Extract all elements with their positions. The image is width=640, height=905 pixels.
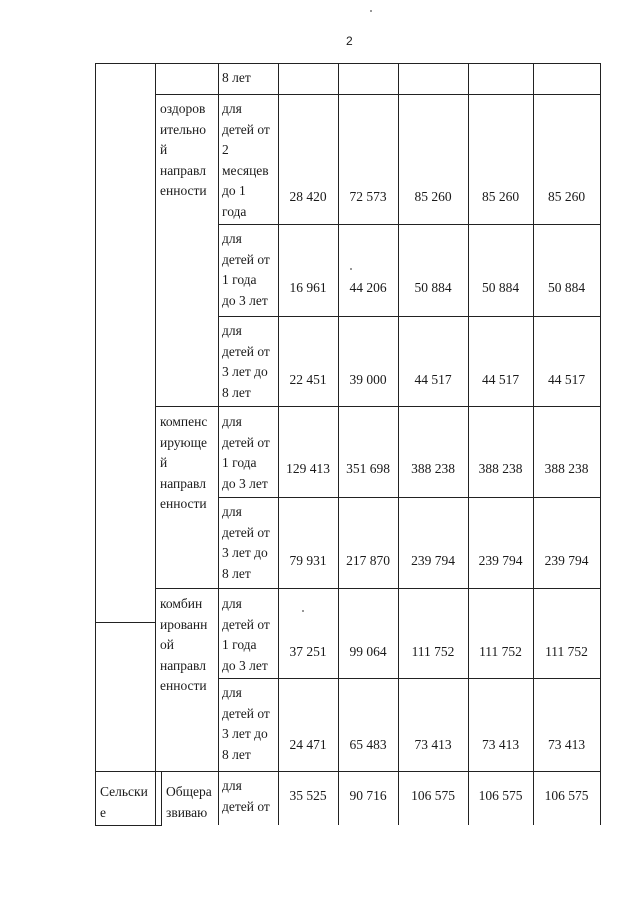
scan-speck [370, 10, 372, 12]
value-cell: 28 420 [289, 189, 327, 204]
value-cell: 72 573 [349, 189, 387, 204]
value-cell: 24 471 [289, 737, 327, 752]
value-cell: 111 752 [479, 644, 522, 659]
value-cell: 50 884 [547, 280, 586, 295]
value-cell: 50 884 [481, 280, 520, 295]
value-cell: 22 451 [289, 372, 327, 387]
value-cell: 239 794 [544, 553, 589, 568]
value-cell: 388 238 [544, 461, 589, 476]
value-cell: 217 870 [346, 553, 390, 568]
value-cell: 99 064 [349, 644, 387, 659]
value-cell: 106 575 [411, 788, 455, 803]
value-cell: 106 575 [478, 788, 523, 803]
value-cell: 239 794 [478, 553, 523, 568]
value-cell: 37 251 [289, 644, 327, 659]
age-cell: для детей от 3 лет до 8 лет [222, 504, 270, 581]
value-cell: 50 884 [414, 280, 452, 295]
value-cell: 73 413 [481, 737, 520, 752]
value-cell: 44 517 [547, 372, 586, 387]
value-cell: 85 260 [414, 189, 452, 204]
value-cell: 388 238 [478, 461, 523, 476]
value-cell: 73 413 [547, 737, 586, 752]
value-cell: 65 483 [349, 737, 387, 752]
value-cell: 44 517 [481, 372, 520, 387]
value-cell: 44 206 [349, 280, 387, 295]
value-cell: 106 575 [544, 788, 589, 803]
age-cell: для детей от 1 года до 3 лет [222, 414, 270, 491]
value-cell: 44 517 [414, 372, 452, 387]
orientation-compensating: компенс ирующе й направл енности [160, 414, 208, 511]
value-cell: 35 525 [289, 788, 327, 803]
value-cell: 388 238 [411, 461, 455, 476]
value-cell: 129 413 [286, 461, 330, 476]
value-cell: 239 794 [411, 553, 455, 568]
value-cell: 85 260 [481, 189, 520, 204]
age-cell: для детей от 1 года до 3 лет [222, 596, 270, 673]
value-cell: 79 931 [289, 553, 327, 568]
scan-speck [302, 610, 304, 612]
age-cell: для детей от 3 лет до 8 лет [222, 323, 270, 400]
page-number: 2 [346, 34, 353, 48]
value-cell: 111 752 [411, 644, 455, 659]
value-cell: 85 260 [547, 189, 586, 204]
scan-speck [350, 268, 352, 270]
age-cell: для детей от 2 месяцев до 1 года [222, 101, 270, 219]
orientation-combined: комбин ированн ой направл енности [160, 596, 208, 693]
orientation-general: Общера звиваю [166, 784, 212, 820]
orientation-health-improving: оздоров ительно й направл енности [160, 101, 207, 198]
region-cell-rural: Сельски е [100, 784, 148, 820]
age-cell: 8 лет [222, 70, 251, 85]
value-cell: 16 961 [289, 280, 327, 295]
value-cell: 351 698 [346, 461, 390, 476]
value-cell: 90 716 [349, 788, 387, 803]
age-cell: для детей от 1 года до 3 лет [222, 231, 270, 308]
value-cell: 111 752 [545, 644, 588, 659]
age-cell: для детей от [222, 778, 270, 814]
value-cell: 73 413 [414, 737, 452, 752]
age-cell: для детей от 3 лет до 8 лет [222, 685, 270, 762]
value-cell: 39 000 [349, 372, 387, 387]
